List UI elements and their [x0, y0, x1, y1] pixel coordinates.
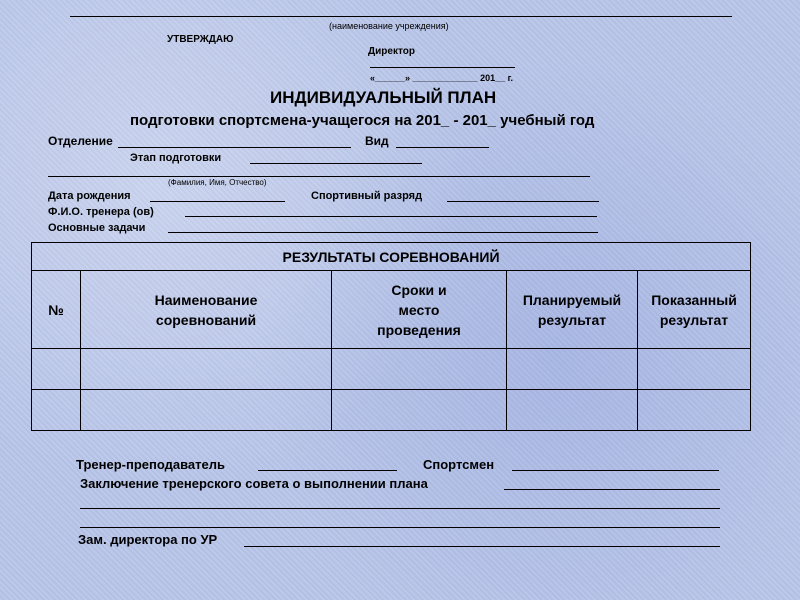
table-cell[interactable]	[81, 349, 332, 390]
col-number-header: №	[32, 271, 81, 349]
table-cell[interactable]	[332, 390, 507, 431]
institution-caption: (наименование учреждения)	[329, 21, 449, 31]
table-cell[interactable]	[332, 349, 507, 390]
table-row	[32, 390, 751, 431]
coach-name-label: Ф.И.О. тренера (ов)	[48, 206, 154, 218]
table-row	[32, 349, 751, 390]
stage-field[interactable]	[250, 163, 422, 164]
fio-caption: (Фамилия, Имя, Отчество)	[168, 178, 267, 187]
main-tasks-field[interactable]	[168, 232, 598, 233]
director-label: Директор	[368, 46, 415, 57]
col-planned-header: Планируемый результат	[507, 271, 638, 349]
table-cell[interactable]	[32, 349, 81, 390]
deputy-label: Зам. директора по УР	[78, 532, 218, 547]
kind-field[interactable]	[396, 147, 489, 148]
deputy-field[interactable]	[244, 546, 720, 547]
main-tasks-label: Основные задачи	[48, 222, 146, 234]
department-field[interactable]	[118, 147, 351, 148]
results-table	[31, 242, 751, 431]
kind-label: Вид	[365, 134, 389, 148]
department-label: Отделение	[48, 134, 113, 148]
sport-rank-label: Спортивный разряд	[311, 190, 423, 202]
table-cell[interactable]	[81, 390, 332, 431]
institution-line[interactable]	[70, 16, 732, 17]
approve-label: УТВЕРЖДАЮ	[167, 34, 234, 45]
athlete-label: Спортсмен	[423, 457, 495, 472]
page-title: ИНДИВИДУАЛЬНЫЙ ПЛАН	[270, 88, 497, 107]
col-dates-header: Сроки и место проведения	[332, 271, 507, 349]
table-cell[interactable]	[507, 349, 638, 390]
fio-field[interactable]	[48, 176, 590, 177]
approval-date[interactable]: «______» _____________ 201__ г.	[370, 73, 513, 83]
athlete-field[interactable]	[512, 470, 719, 471]
col-shown-header: Показанный результат	[638, 271, 751, 349]
council-field[interactable]	[504, 489, 720, 490]
table-cell[interactable]	[638, 349, 751, 390]
page-subtitle: подготовки спортсмена-учащегося на 201_ - 201_ учебный год	[130, 112, 595, 129]
council-field-line-2[interactable]	[80, 508, 720, 509]
coach-name-field[interactable]	[185, 216, 597, 217]
birthdate-field[interactable]	[150, 201, 285, 202]
table-cell[interactable]	[32, 390, 81, 431]
council-label: Заключение тренерского совета о выполнении плана	[80, 476, 428, 491]
table-cell[interactable]	[638, 390, 751, 431]
director-signature-line[interactable]	[370, 67, 515, 68]
coach-teacher-field[interactable]	[258, 470, 397, 471]
coach-teacher-label: Тренер-преподаватель	[76, 457, 225, 472]
birthdate-label: Дата рождения	[48, 190, 131, 202]
stage-label: Этап подготовки	[130, 152, 222, 164]
col-name-header: Наименование соревнований	[81, 271, 332, 349]
table-cell[interactable]	[507, 390, 638, 431]
council-field-line-3[interactable]	[80, 527, 720, 528]
results-caption: РЕЗУЛЬТАТЫ СОРЕВНОВАНИЙ	[32, 243, 751, 271]
sport-rank-field[interactable]	[447, 201, 599, 202]
